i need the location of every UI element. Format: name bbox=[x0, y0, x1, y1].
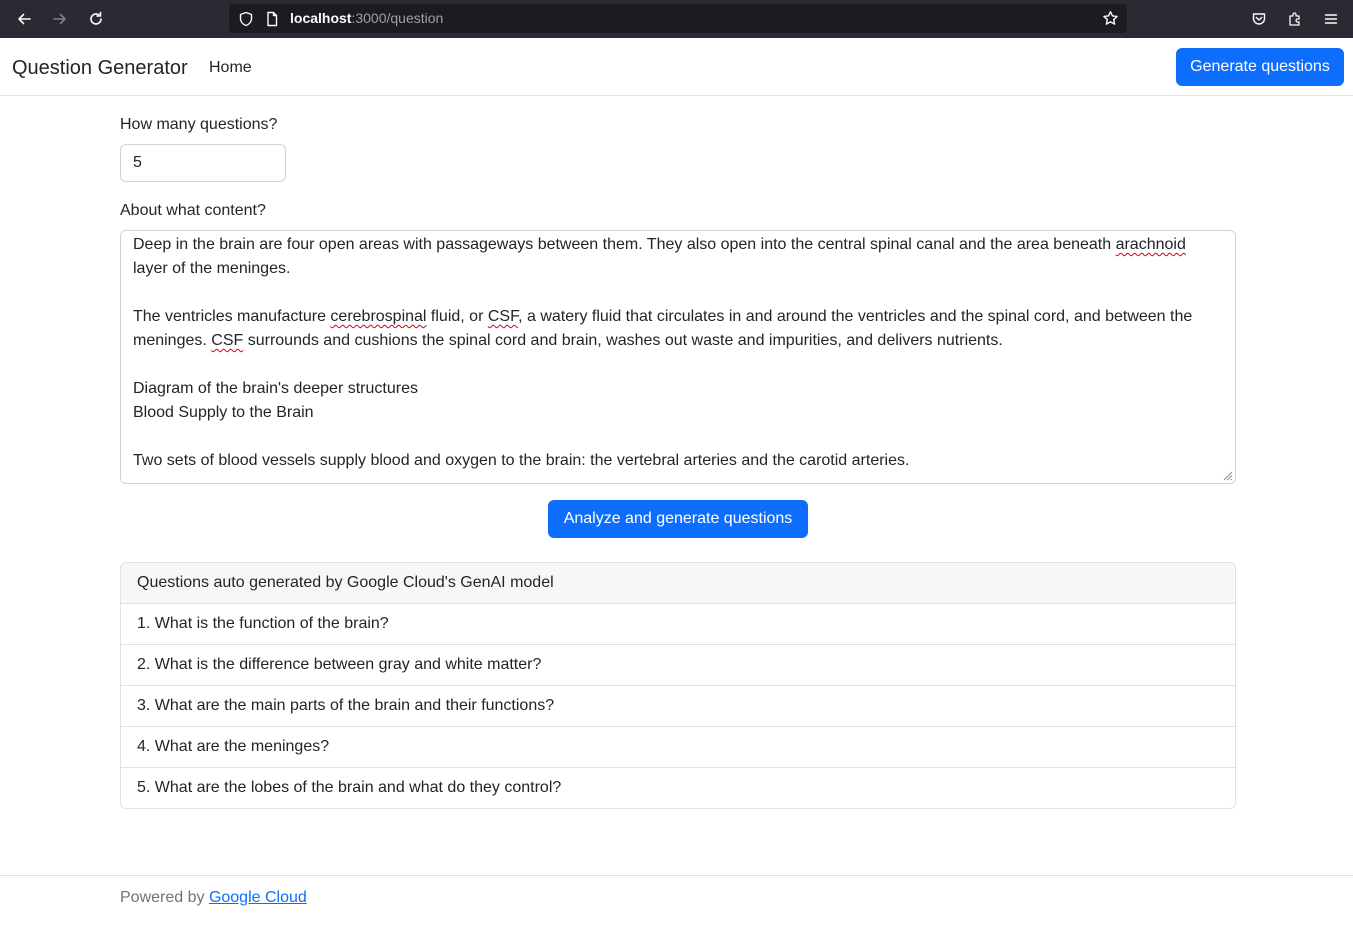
star-icon[interactable] bbox=[1102, 10, 1119, 27]
google-cloud-link[interactable]: Google Cloud bbox=[208, 889, 307, 906]
toolbar-right-icons bbox=[1241, 0, 1353, 38]
question-item: 5. What are the lobes of the brain and what do they control? bbox=[137, 779, 562, 796]
content-text: , a watery fluid that circulates in and around the ventricles and the spinal cord, and between the meninges. bbox=[133, 308, 1193, 349]
content-text: fluid, or bbox=[426, 308, 488, 325]
misspelled-word: CSF bbox=[211, 332, 244, 349]
nav-home-link[interactable]: Home bbox=[209, 59, 252, 76]
shield-icon[interactable] bbox=[238, 11, 254, 27]
misspelled-word: CSF bbox=[487, 308, 519, 325]
question-item: 2. What is the difference between gray and white matter? bbox=[121, 645, 1235, 686]
misspelled-word: arachnoid bbox=[1115, 236, 1186, 253]
page-icon[interactable] bbox=[264, 11, 280, 27]
question-count-input[interactable] bbox=[120, 144, 286, 182]
questions-card bbox=[120, 562, 1236, 809]
back-button[interactable] bbox=[6, 0, 42, 38]
arrow-right-icon bbox=[52, 11, 68, 27]
misspelled-word: cerebrospinal bbox=[330, 308, 427, 325]
analyze-button[interactable]: Analyze and generate questions bbox=[548, 500, 808, 538]
content-paragraph: Blood Supply to the Brain bbox=[133, 404, 314, 421]
pocket-button[interactable] bbox=[1241, 0, 1277, 38]
extensions-button[interactable] bbox=[1277, 0, 1313, 38]
puzzle-icon bbox=[1287, 11, 1303, 27]
footer bbox=[120, 888, 307, 907]
hamburger-menu-icon bbox=[1323, 11, 1339, 27]
app-menu-button[interactable] bbox=[1313, 0, 1349, 38]
url-text[interactable] bbox=[290, 10, 443, 27]
generate-questions-button[interactable]: Generate questions bbox=[1176, 48, 1344, 86]
navbar-brand[interactable]: Question Generator bbox=[12, 57, 188, 79]
reload-icon bbox=[88, 11, 104, 27]
content-text: surrounds and cushions the spinal cord and brain, washes out waste and impurities, and delivers nutrients. bbox=[243, 332, 1003, 349]
footer-divider bbox=[0, 875, 1353, 876]
content-paragraph bbox=[133, 233, 1223, 281]
content-paragraph: Diagram of the brain's deeper structures bbox=[133, 380, 418, 397]
url-host: localhost bbox=[290, 10, 352, 26]
content-text: layer of the meninges. bbox=[133, 260, 291, 277]
content-label: About what content? bbox=[120, 202, 266, 219]
content-paragraph bbox=[133, 305, 1223, 353]
url-bar[interactable] bbox=[229, 4, 1127, 33]
content-text: Deep in the brain are four open areas with passageways between them. They also open into the central spinal canal and the area beneath bbox=[133, 236, 1116, 253]
pocket-icon bbox=[1251, 11, 1267, 27]
browser-toolbar bbox=[0, 0, 1353, 38]
app-navbar bbox=[0, 38, 1353, 96]
footer-text: Powered by bbox=[120, 889, 209, 906]
forward-button[interactable] bbox=[42, 0, 78, 38]
content-text: The ventricles manufacture bbox=[133, 308, 331, 325]
content-textarea[interactable] bbox=[120, 230, 1236, 484]
reload-button[interactable] bbox=[78, 0, 114, 38]
count-label: How many questions? bbox=[120, 116, 278, 133]
question-item: 3. What are the main parts of the brain and their functions? bbox=[121, 686, 1235, 727]
content-paragraph: Two sets of blood vessels supply blood and oxygen to the brain: the vertebral arteries and the carotid arteries. bbox=[133, 452, 910, 469]
arrow-left-icon bbox=[16, 11, 32, 27]
resize-grip-icon[interactable] bbox=[1221, 469, 1233, 481]
question-item: 4. What are the meninges? bbox=[121, 727, 1235, 768]
questions-card-header: Questions auto generated by Google Cloud's GenAI model bbox=[121, 563, 1235, 604]
url-path: :3000/question bbox=[351, 10, 444, 26]
question-item: 1. What is the function of the brain? bbox=[121, 604, 1235, 645]
